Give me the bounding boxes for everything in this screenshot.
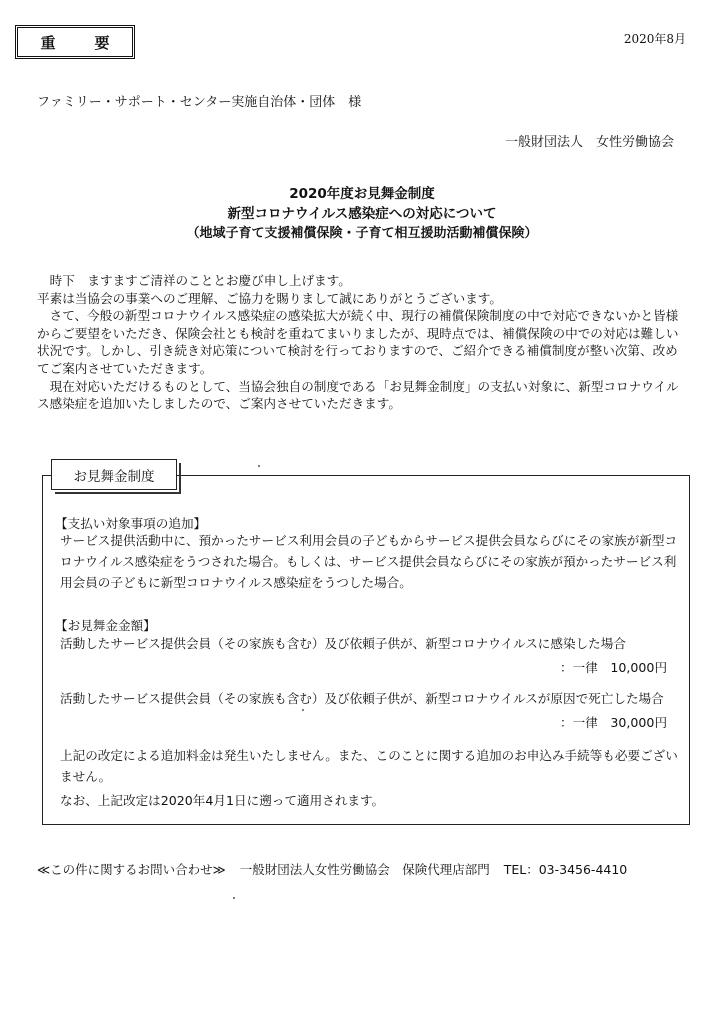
case2-amount: ：一律 30,000円 — [560, 715, 668, 730]
title-line-1: 2020年度お見舞金制度 — [289, 186, 435, 202]
note-effective-date: なお、上記改定は2020年4月1日に遡って適用されます。 — [60, 793, 385, 808]
recipient-line: ファミリー・サポート・センター実施自治体・団体 様 — [37, 95, 362, 110]
scan-speck — [302, 709, 304, 711]
title-line-2: 新型コロナウイルス感染症への対応について — [227, 206, 497, 222]
section-heading-coverage: 【支払い対象事項の追加】 — [55, 516, 207, 531]
footer-contact — [37, 860, 641, 878]
case2-text: 活動したサービス提供会員（その家族も含む）及び依頼子供が、新型コロナウイルスが原因で死亡した場合 — [60, 691, 664, 706]
footer-telephone: TEL：03-3456-4410 — [503, 862, 628, 877]
intro-greeting: 時下 ますますご清祥のこととお慶び申し上げます。 — [37, 273, 351, 288]
case1-text: 活動したサービス提供会員（その家族も含む）及び依頼子供が、新型コロナウイルスに感染した場合 — [60, 636, 626, 651]
coverage-text: サービス提供活動中に、預かったサービス利用会員の子どもからサービス提供会員ならびにその家族が新型コロナウイルス感染症をうつされた場合。もしくは、サービス提供会員ならびにその家族が預かったサービス利用会員の子どもに新型コロナウイルス感染症をうつした場合。 — [60, 533, 678, 590]
scan-speck — [258, 465, 260, 467]
title-line-3: （地域子育て支援補償保険・子育て相互援助活動補償保険） — [186, 226, 538, 241]
section-heading-amount: 【お見舞金金額】 — [55, 618, 156, 633]
important-badge: 重 要 — [15, 25, 135, 59]
intro-announcement: 現在対応いただけるものとして、当協会独自の制度である「お見舞金制度」の支払い対象に、新型コロナウイルス感染症を追加いたしましたので、ご案内させていただきます。 — [37, 378, 679, 412]
footer-inquiry-label: ≪この件に関するお問い合わせ≫ — [37, 862, 226, 877]
case1-amount: ：一律 10,000円 — [560, 660, 668, 675]
note-fee: 上記の改定による追加料金は発生いたしません。また、このことに関する追加のお申込み手続等も必要ございません。 — [60, 748, 678, 784]
intro-background: さて、今般の新型コロナウイルス感染症の感染拡大が続く中、現行の補償保険制度の中で対応できないかと皆様からご要望をいただき、保険会社とも検討を重ねてまいりましたが、現時点では、補償保険の中での対応は難しい状況です。しかし、引き続き対応策について検討を行っておりますので、ご紹介できる補償制度が整い次第、改めてご案内させていただきます。 — [37, 308, 679, 376]
sender-line: 一般財団法人 女性労働協会 — [504, 135, 674, 150]
intro-thanks: 平素は当協会の事業へのご理解、ご協力を賜りまして誠にありがとうございます。 — [37, 290, 502, 306]
document-date: 2020年8月 — [623, 32, 686, 46]
footer-organization: 一般財団法人女性労働協会 保険代理店部門 — [239, 862, 490, 877]
intro-text — [37, 272, 687, 413]
scan-speck — [233, 897, 235, 899]
benefit-box-label: お見舞金制度 — [51, 459, 177, 490]
